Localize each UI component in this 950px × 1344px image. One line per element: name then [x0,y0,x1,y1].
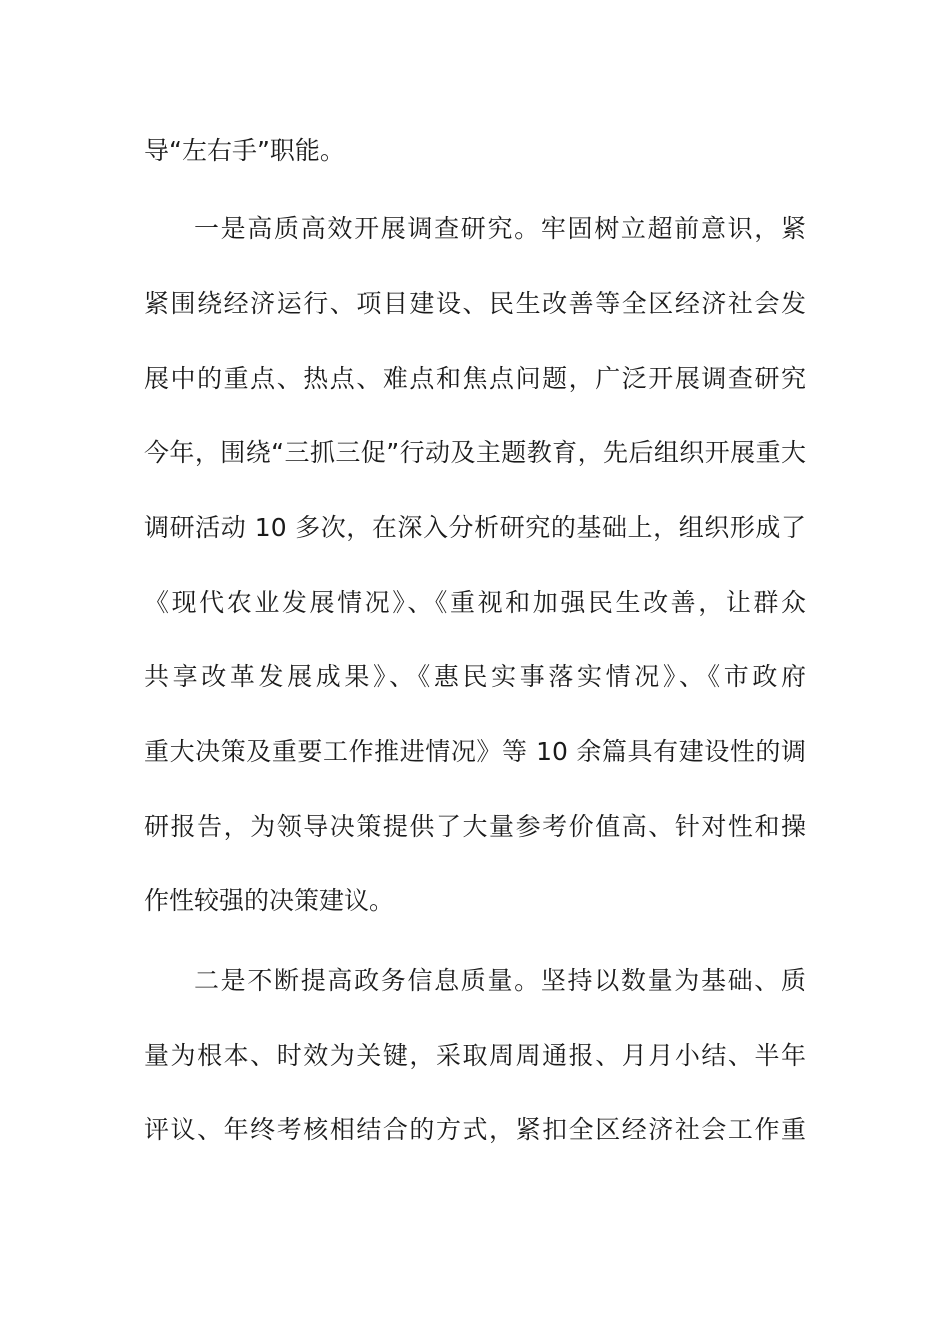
text-line-14: 评议、年终考核相结合的方式，紧扣全区经济社会工作重 [144,1115,806,1144]
text-line-10: 研报告，为领导决策提供了大量参考价值高、针对性和操 [144,812,806,841]
text-line-9: 重大决策及重要工作推进情况》等 10 余篇具有建设性的调 [144,737,806,766]
paragraph-2-heading-line: 二是不断提高政务信息质量。坚持以数量为基础、质 [194,966,806,995]
text-line-7: 《现代农业发展情况》、《重视和加强民生改善，让群众 [144,588,806,617]
text-line-5: 今年，围绕“三抓三促”行动及主题教育，先后组织开展重大 [144,438,806,467]
text-line-8: 共享改革发展成果》、《惠民实事落实情况》、《市政府 [144,662,806,691]
text-line-4: 展中的重点、热点、难点和焦点问题，广泛开展调查研究 [144,364,806,393]
text-line-11: 作性较强的决策建议。 [144,886,395,915]
text-line-1: 导“左右手”职能。 [144,136,345,165]
paragraph-1-heading-line: 一是高质高效开展调查研究。牢固树立超前意识，紧 [194,214,806,243]
text-line-6: 调研活动 10 多次，在深入分析研究的基础上，组织形成了 [144,513,806,542]
text-line-3: 紧围绕经济运行、项目建设、民生改善等全区经济社会发 [144,289,806,318]
text-line-13: 量为根本、时效为关键，采取周周通报、月月小结、半年 [144,1041,806,1070]
